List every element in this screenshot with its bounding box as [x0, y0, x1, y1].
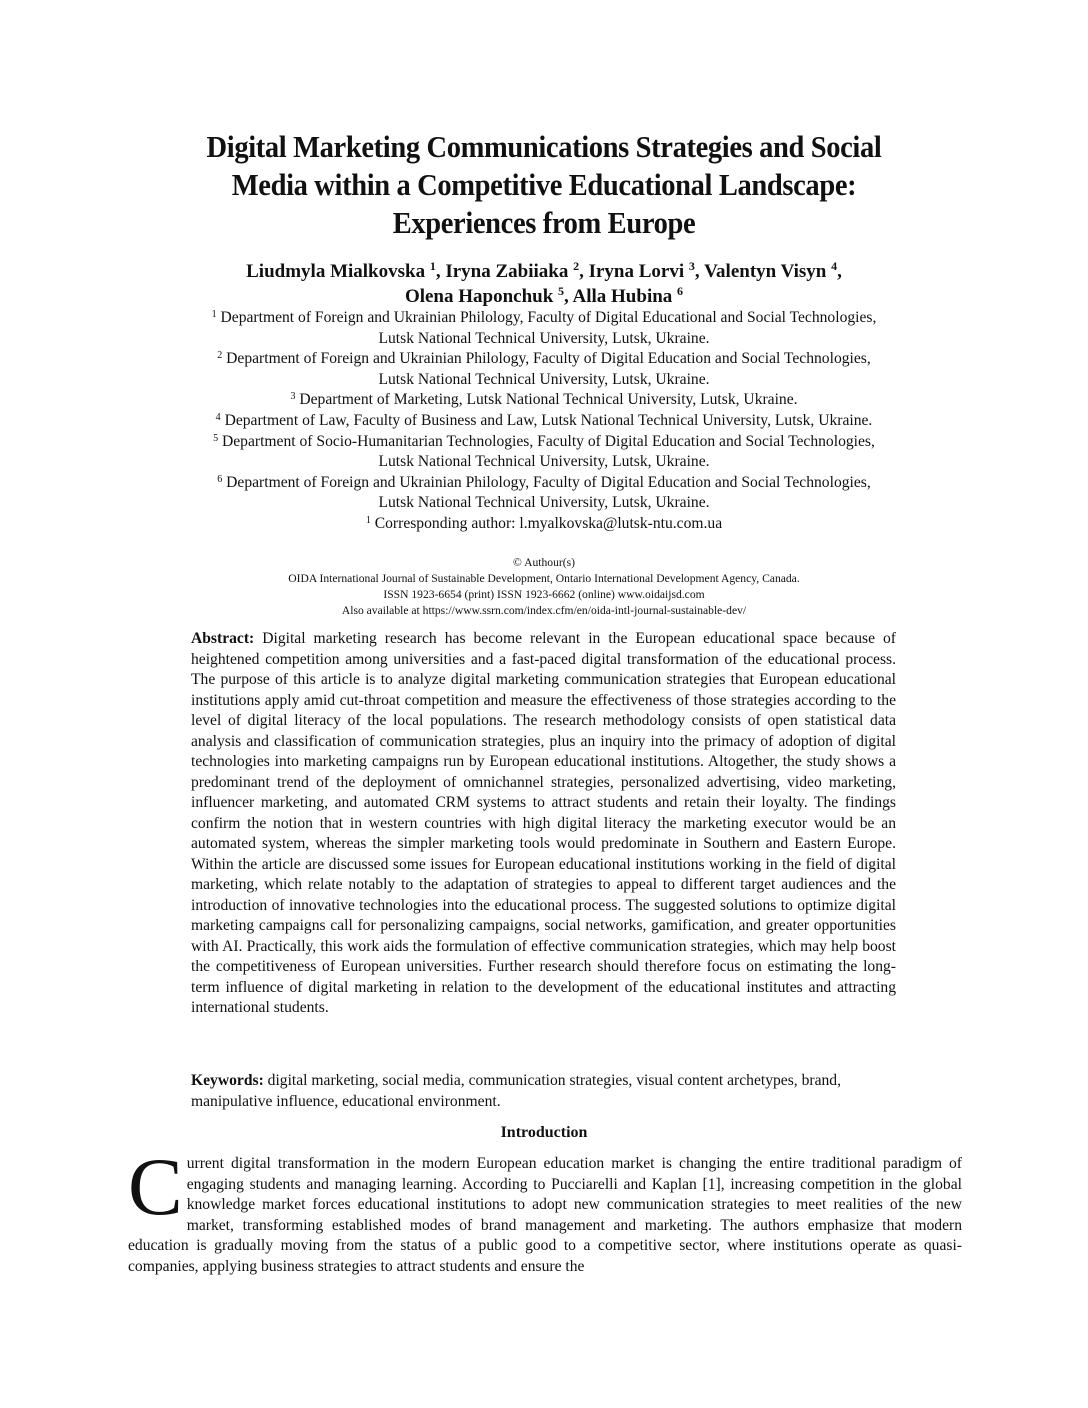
title-line: Media within a Competitive Educational Landscape: — [231, 167, 857, 202]
author-affil-marker: 3 — [688, 259, 695, 273]
affiliation — [100, 411, 988, 432]
affiliation-cont: Lutsk National Technical University, Lutsk, Ukraine. — [378, 453, 710, 471]
journal-line: OIDA International Journal of Sustainable Development, Ontario International Development Agency, Canada. — [288, 572, 800, 585]
introduction-text: urrent digital transformation in the modern European education market is changing the entire traditional paradigm of engaging students and managing learning. According to Pucciarelli and Kaplan [1], increasing competition in the global knowledge market forces educational institutions to adopt new communication strategies to meet realities of the new market, transforming established modes of brand management and marketing. The authors emphasize that modern education is gradually moving from the status of a public good to a competitive sector, where institutions operate as quasi-companies, applying business strategies to attract students and ensure the — [128, 1155, 962, 1275]
affiliation — [100, 308, 988, 329]
introduction-body — [128, 1141, 962, 1277]
copyright-line: © Authour(s) — [513, 556, 575, 569]
issn-line: ISSN 1923-6654 (print) ISSN 1923-6662 (online) www.oidaijsd.com — [383, 588, 705, 601]
abstract — [191, 629, 896, 1019]
keywords-text: digital marketing, social media, communication strategies, visual content archetypes, brand, manipulative influence, educational environment. — [191, 1072, 842, 1110]
affiliation-cont: Lutsk National Technical University, Lutsk, Ukraine. — [378, 494, 710, 512]
affil-number: 3 — [290, 391, 296, 403]
author-affil-marker: 2 — [573, 259, 580, 273]
title-line: Digital Marketing Communications Strategies and Social — [206, 129, 882, 164]
affil-text: Department of Law, Faculty of Business and Law, Lutsk National Technical University, Lutsk, Ukraine. — [224, 411, 873, 429]
affil-text: Department of Foreign and Ukrainian Philology, Faculty of Digital Education and Social Technologies, — [226, 350, 871, 368]
affiliation — [100, 473, 988, 494]
journal-info — [100, 555, 988, 619]
drop-cap: C — [128, 1141, 183, 1232]
availability-line: Also available at https://www.ssrn.com/index.cfm/en/oida-intl-journal-sustainable-dev/ — [341, 604, 747, 617]
section-heading-introduction: Introduction — [500, 1124, 588, 1141]
author-name: Alla Hubina — [572, 286, 673, 307]
author-name: Iryna Zabiiaka — [445, 261, 569, 282]
affiliation-cont: Lutsk National Technical University, Lutsk, Ukraine. — [378, 370, 710, 388]
affil-text: Department of Foreign and Ukrainian Philology, Faculty of Digital Educational and Social Technologies, — [220, 309, 877, 326]
affiliation — [100, 390, 988, 411]
paper-title — [136, 128, 953, 242]
keywords-label: Keywords: — [191, 1072, 264, 1089]
abstract-text: Digital marketing research has become relevant in the European educational space because of heightened competition among universities and a fast-paced digital transformation of the educational process. The purpose of this article is to analyze digital marketing communication strategies that European educational institutions apply amid cut-throat competition and measure the effectiveness of those strategies according to the level of digital literacy of the local populations. The research methodology consists of open statistical data analysis and classification of communication strategies, plus an inquiry into the primacy of adoption of digital technologies into marketing campaigns run by European educational institutions. Altogether, the study shows a predominant trend of the deployment of omnichannel strategies, personalized advertising, video marketing, influencer marketing, and automated CRM systems to attract students and retain their loyalty. The findings confirm the notion that in western countries with high digital literacy the marketing executor would be an automated system, whereas the simpler marketing tools would predominate in Southern and Eastern Europe. Within the article are discussed some issues for European educational institutions working in the field of digital marketing, which relate notably to the adaptation of strategies to appeal to different target audiences and the introduction of innovative technologies into the educational process. The suggested solutions to optimize digital marketing campaigns call for personalizing campaigns, social networks, gamification, and greater opportunities with AI. Practically, this work aids the formulation of effective communication strategies, which may help boost the competitiveness of European universities. Further research should therefore focus on estimating the long-term influence of digital marketing in relation to the development of the educational institutes and attracting international students. — [191, 630, 897, 1016]
author-affil-marker: 1 — [429, 259, 436, 273]
affil-number: 1 — [365, 514, 371, 526]
affil-number: 4 — [215, 411, 221, 423]
affil-text: Department of Foreign and Ukrainian Philology, Faculty of Digital Education and Social Technologies, — [226, 473, 871, 491]
author-name: Liudmyla Mialkovska — [246, 261, 426, 282]
affiliation — [100, 432, 988, 453]
author-affil-marker: 5 — [558, 284, 565, 298]
abstract-label: Abstract: — [191, 630, 255, 647]
author-name: Iryna Lorvi — [588, 261, 685, 282]
corresponding-text: Corresponding author: l.myalkovska@lutsk-ntu.com.ua — [374, 514, 723, 532]
author-name: Olena Haponchuk — [404, 286, 554, 307]
author-list: Liudmyla Mialkovska $^1$, Iryna Zabiiaka $^2$, Iryna Lorvi $^3$, Valentyn Visyn $^4$, Olena Haponchuk $^5$, Alla Hubina $^6$ — [246, 259, 842, 307]
author-name: Valentyn Visyn — [704, 261, 827, 282]
affiliation-list — [100, 308, 988, 535]
keywords — [191, 1071, 896, 1112]
author-affil-marker: 6 — [677, 284, 684, 298]
affiliation-cont: Lutsk National Technical University, Lutsk, Ukraine. — [378, 329, 710, 347]
affil-number: 2 — [217, 350, 223, 362]
affil-text: Department of Socio-Humanitarian Technologies, Faculty of Digital Education and Social Technologies, — [222, 432, 875, 450]
author-affil-marker: 4 — [831, 259, 838, 273]
affiliation — [100, 349, 988, 370]
title-line: Experiences from Europe — [392, 205, 696, 240]
affil-number: 5 — [213, 432, 219, 444]
affil-text: Department of Marketing, Lutsk National Technical University, Lutsk, Ukraine. — [299, 391, 798, 409]
affil-number: 1 — [211, 309, 217, 320]
affil-number: 6 — [217, 473, 223, 485]
corresponding-author — [100, 514, 988, 535]
